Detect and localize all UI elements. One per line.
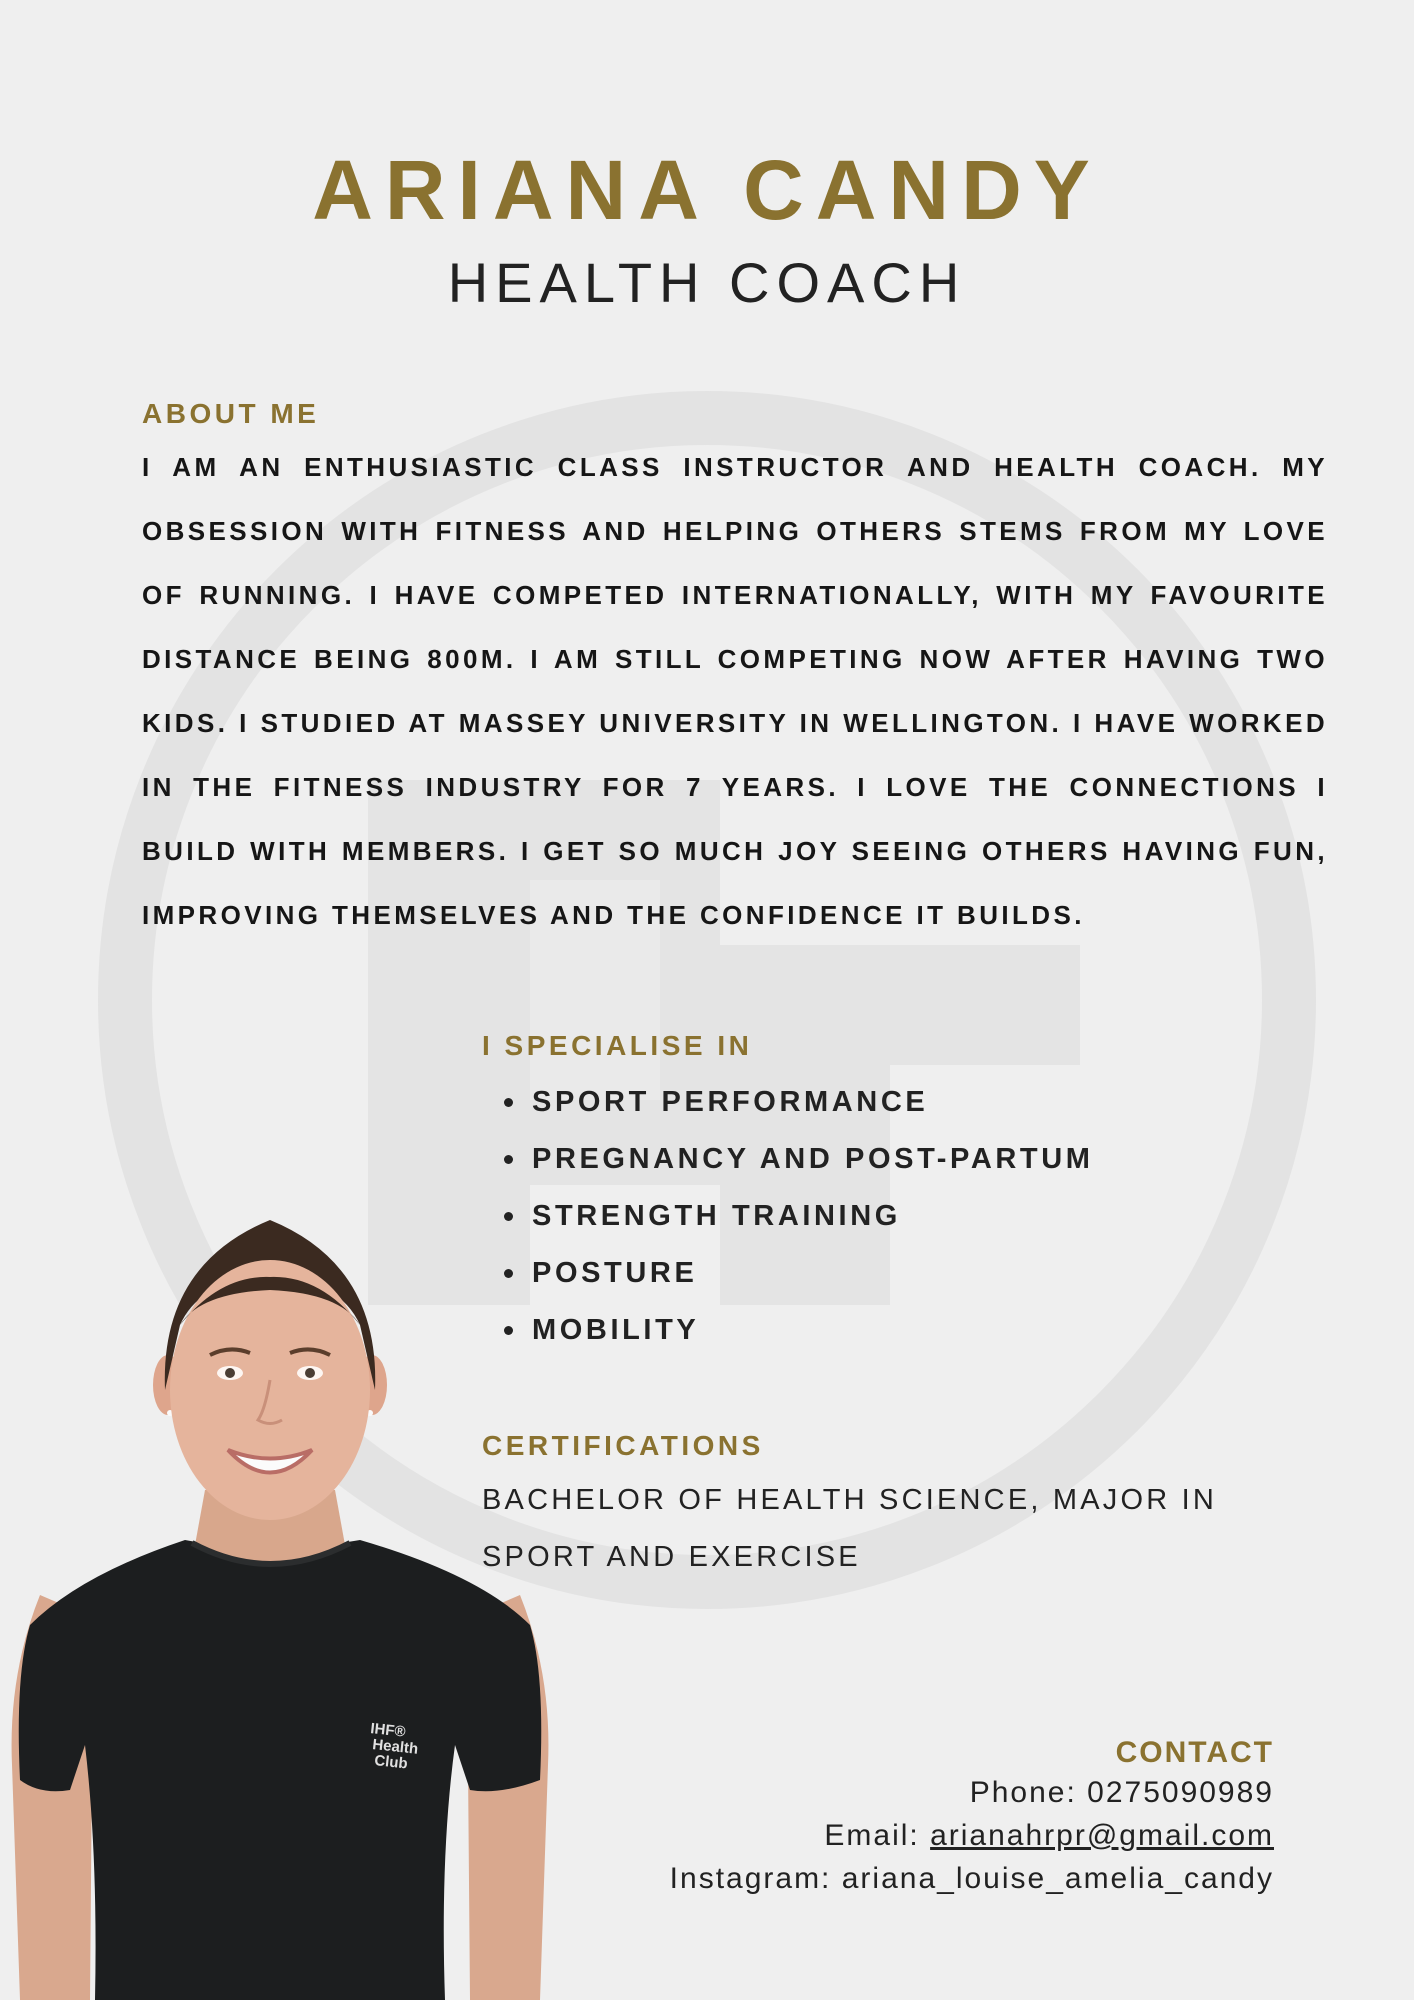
list-item xyxy=(482,1131,1282,1188)
list-item xyxy=(482,1302,1282,1359)
specialty-label: SPORT PERFORMANCE xyxy=(532,1086,929,1118)
instagram-handle: ariana_louise_amelia_candy xyxy=(841,1862,1274,1895)
phone-line xyxy=(514,1771,1274,1814)
portrait-photo xyxy=(0,1205,560,2000)
specialty-label: POSTURE xyxy=(532,1257,698,1289)
specialise-list xyxy=(482,1074,1282,1359)
specialty-label: MOBILITY xyxy=(532,1314,700,1346)
certification-text xyxy=(482,1472,1242,1586)
contact-section xyxy=(514,1735,1274,1900)
list-item xyxy=(482,1188,1282,1245)
about-section xyxy=(142,396,1328,947)
certifications-heading: CERTIFICATIONS xyxy=(482,1430,764,1461)
svg-text:Club: Club xyxy=(373,1752,409,1773)
bullet-dot-icon xyxy=(504,1326,513,1335)
specialise-section xyxy=(482,1028,1282,1359)
list-item xyxy=(482,1074,1282,1131)
bullet-dot-icon xyxy=(504,1155,513,1164)
instagram-line xyxy=(514,1857,1274,1900)
email-label: Email: xyxy=(824,1819,931,1852)
specialty-label: STRENGTH TRAINING xyxy=(532,1200,901,1232)
about-heading: ABOUT ME xyxy=(142,398,320,429)
email-line xyxy=(514,1814,1274,1857)
contact-heading: CONTACT xyxy=(1115,1736,1274,1769)
job-title: HEALTH COACH xyxy=(447,251,967,314)
certifications-section xyxy=(482,1428,1242,1586)
bullet-dot-icon xyxy=(504,1212,513,1221)
phone-label: Phone: xyxy=(969,1776,1088,1809)
svg-text:IHF®: IHF® xyxy=(369,1720,407,1741)
phone-number: 0275090989 xyxy=(1087,1776,1274,1809)
list-item xyxy=(482,1245,1282,1302)
bullet-dot-icon xyxy=(504,1269,513,1278)
email-link[interactable]: arianahrpr@gmail.com xyxy=(930,1819,1274,1852)
instagram-label: Instagram: xyxy=(669,1862,842,1895)
person-name: ARIANA CANDY xyxy=(312,143,1102,237)
bullet-dot-icon xyxy=(504,1098,513,1107)
certification-line: SPORT AND EXERCISE xyxy=(482,1541,861,1573)
specialise-heading: I SPECIALISE IN xyxy=(482,1030,753,1061)
svg-text:Health: Health xyxy=(371,1736,419,1758)
about-text: I AM AN ENTHUSIASTIC CLASS INSTRUCTOR AND HEALTH COACH. MY OBSESSION WITH FITNESS AND HELPING OTHERS STEMS FROM MY LOVE OF RUNNING. I HAVE COMPETED INTERNATIONALLY, WITH MY FAVOURITE DISTANCE BEING 800M. I AM STILL COMPETING NOW AFTER HAVING TWO KIDS. I STUDIED AT MASSEY UNIVERSITY IN WELLINGTON. I HAVE WORKED IN THE FITNESS INDUSTRY FOR 7 YEARS. I LOVE THE CONNECTIONS I BUILD WITH MEMBERS. I GET SO MUCH JOY SEEING OTHERS HAVING FUN, IMPROVING THEMSELVES AND THE CONFIDENCE IT BUILDS. xyxy=(142,452,1328,930)
certification-line: BACHELOR OF HEALTH SCIENCE, MAJOR IN xyxy=(482,1484,1218,1516)
specialty-label: PREGNANCY AND POST-PARTUM xyxy=(532,1143,1094,1175)
